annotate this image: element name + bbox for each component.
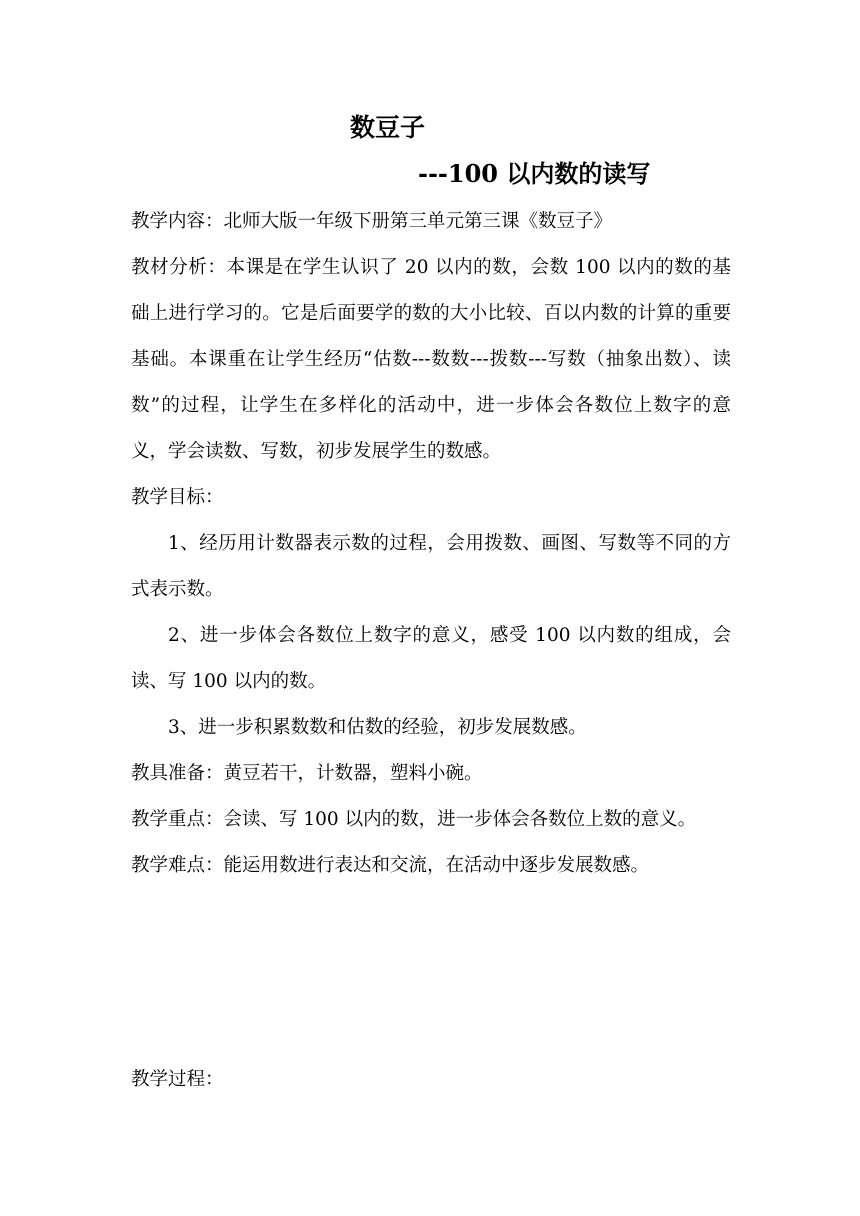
objectives-heading: 教学目标： bbox=[131, 487, 224, 508]
objective-item-1: 1、经历用计数器表示数的过程，会用拨数、画图、写数等不同的方式表示数。 bbox=[131, 533, 731, 600]
document-title: 数豆子 bbox=[350, 113, 426, 142]
objective-item-3: 3、进一步积累数数和估数的经验，初步发展数感。 bbox=[168, 717, 587, 738]
teaching-materials: 教具准备：黄豆若干，计数器，塑料小碗。 bbox=[131, 763, 483, 784]
process-heading: 教学过程： bbox=[131, 1069, 224, 1090]
teaching-content: 教学内容：北师大版一年级下册第三单元第三课《数豆子》 bbox=[131, 211, 613, 232]
objective-item-2: 2、进一步体会各数位上数字的意义，感受 100 以内数的组成，会读、写 100 以内的数。 bbox=[131, 625, 731, 692]
document-subtitle: ---100 以内数的读写 bbox=[418, 159, 651, 188]
difficulties: 教学难点：能运用数进行表达和交流，在活动中逐步发展数感。 bbox=[131, 855, 650, 876]
material-analysis: 教材分析：本课是在学生认识了 20 以内的数，会数 100 以内的数的基础上进行学习的。它是后面要学的数的大小比较、百以内数的计算的重要基础。本课重在让学生经历“估数---数数---拨数---写数（抽象出数）、读数”的过程，让学生在多样化的活动中，进一步体会各数位上数字的意义，学会读数、写数，初步发展学生的数感。 bbox=[131, 257, 731, 462]
key-points: 教学重点：会读、写 100 以内的数，进一步体会各数位上数的意义。 bbox=[131, 809, 697, 830]
document-body bbox=[131, 199, 731, 889]
